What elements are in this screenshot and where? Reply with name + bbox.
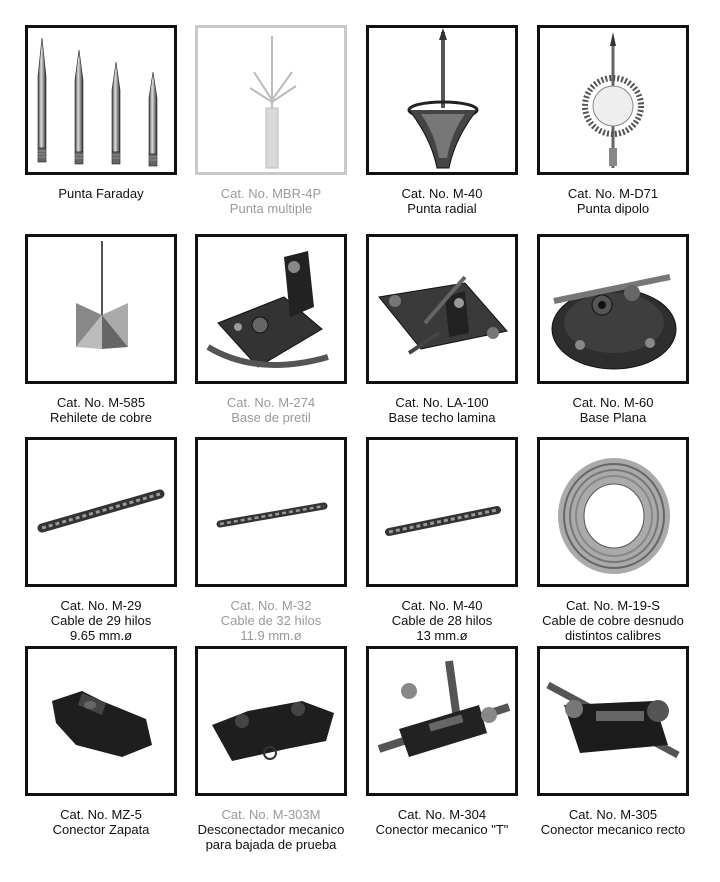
product-image-frame [366,437,518,587]
product-image-frame [195,25,347,175]
catalog-prefix: Cat. No. [567,186,620,201]
product-image-frame [25,234,177,384]
catalog-number: M-40 [452,598,483,613]
stranded-cable-icon [369,440,515,584]
straight-connector-icon [540,649,686,793]
product-name: Desconectador mecanico [197,822,345,837]
radial-tip-icon [369,28,515,172]
catalog-prefix: Cat. No. [568,807,621,822]
product-name: Base techo lamina [388,410,496,425]
catalog-number: MZ-5 [111,807,142,822]
catalog-number: M-40 [452,186,483,201]
catalog-prefix: Cat. No. [401,186,453,201]
faraday-rods-icon [28,28,174,172]
catalog-prefix: Cat. No. [221,807,273,822]
product-image-frame [25,646,177,796]
catalog-number: M-274 [278,395,316,410]
multi-point-rod-icon [198,28,344,172]
product-image-frame [195,234,347,384]
copper-pinwheel-icon [28,237,174,381]
product-detail: distintos calibres [564,628,662,643]
product-name: Conector mecanico recto [540,822,686,837]
product-name: Punta multiple [229,201,313,216]
product-detail: 13 mm.ø [416,628,468,643]
catalog-prefix: Cat. No. [401,598,453,613]
product-image-frame [195,437,347,587]
product-detail: 9.65 mm.ø [69,628,133,643]
catalog-prefix: Cat. No. [60,598,112,613]
catalog-prefix: Cat. No. [56,395,109,410]
product-image-frame [537,25,689,175]
product-name: Base Plana [579,410,647,425]
product-image-frame [537,437,689,587]
shoe-connector-icon [28,649,174,793]
catalog-prefix: Cat. No. [566,598,618,613]
catalog-prefix: Cat. No. [60,807,112,822]
catalog-number: M-32 [281,598,312,613]
product-image-frame [25,437,177,587]
catalog-number: M-585 [108,395,146,410]
t-connector-icon [369,649,515,793]
product-name: Base de pretil [231,410,311,425]
product-name: Cable de 29 hilos [50,613,152,628]
bare-copper-coil-icon [540,440,686,584]
catalog-number: M-60 [623,395,654,410]
product-name: Rehilete de cobre [50,410,152,425]
catalog-number: LA-100 [446,395,489,410]
product-name: Punta dipolo [576,201,650,216]
catalog-number: M-D71 [619,186,659,201]
flat-base-icon [540,237,686,381]
product-name: Punta radial [407,201,477,216]
dipole-tip-icon [540,28,686,172]
catalog-prefix: Cat. No. [226,395,279,410]
catalog-number: M-305 [620,807,658,822]
catalog-prefix: Cat. No. [395,395,447,410]
product-image-frame [366,25,518,175]
catalog-number: M-303M [272,807,321,822]
product-detail: 11.9 mm.ø [240,628,302,643]
catalog-prefix: Cat. No. [397,807,450,822]
product-image-frame [25,25,177,175]
parapet-base-icon [198,237,344,381]
catalog-prefix: Cat. No. [230,598,282,613]
catalog-number: MBR-4P [272,186,322,201]
catalog-number: M-19-S [617,598,660,613]
product-name: Cable de 28 hilos [391,613,493,628]
product-name: Cable de 32 hilos [220,613,322,628]
product-image-frame [537,646,689,796]
product-name: Conector Zapata [52,822,150,837]
stranded-cable-icon [198,440,344,584]
catalog-prefix: Cat. No. [220,186,273,201]
stranded-cable-icon [28,440,174,584]
product-image-frame [366,234,518,384]
test-disconnector-icon [198,649,344,793]
product-image-frame [366,646,518,796]
catalog-number: M-304 [449,807,487,822]
product-name: Cable de cobre desnudo [542,613,684,628]
catalog-number: M-29 [111,598,142,613]
catalog-prefix: Cat. No. [572,395,624,410]
product-image-frame [195,646,347,796]
product-image-frame [537,234,689,384]
product-name: Punta Faraday [58,186,144,201]
product-name: Conector mecanico "T" [375,822,509,837]
sheet-roof-base-icon [369,237,515,381]
product-detail: para bajada de prueba [205,837,337,852]
